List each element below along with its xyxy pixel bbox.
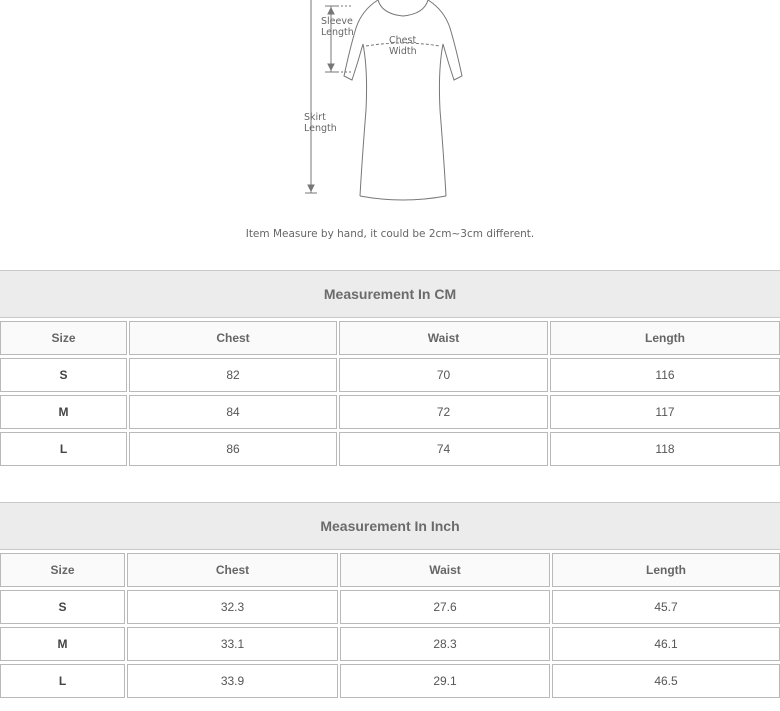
header-waist: Waist <box>340 553 550 587</box>
table-cell: 46.1 <box>552 627 780 661</box>
table-cell-size: M <box>0 627 125 661</box>
table-cell: 82 <box>129 358 337 392</box>
table-cell: 70 <box>339 358 548 392</box>
table-cell-size: S <box>0 590 125 624</box>
header-size: Size <box>0 553 125 587</box>
header-chest: Chest <box>127 553 338 587</box>
table-cell-size: S <box>0 358 127 392</box>
header-length: Length <box>552 553 780 587</box>
table-cell: 46.5 <box>552 664 780 698</box>
cm-table-title: Measurement In CM <box>0 270 780 318</box>
table-cell: 74 <box>339 432 548 466</box>
inch-table <box>0 502 780 698</box>
chest-width-label: Chest Width <box>389 35 417 57</box>
table-cell: 33.1 <box>127 627 338 661</box>
cm-table <box>0 270 780 466</box>
size-diagram <box>0 0 780 250</box>
dress-neckline <box>378 0 428 16</box>
table-cell: 27.6 <box>340 590 550 624</box>
table-cell: 28.3 <box>340 627 550 661</box>
table-cell: 32.3 <box>127 590 338 624</box>
table-cell: 84 <box>129 395 337 429</box>
table-cell: 29.1 <box>340 664 550 698</box>
table-cell: 45.7 <box>552 590 780 624</box>
header-waist: Waist <box>339 321 548 355</box>
header-chest: Chest <box>129 321 337 355</box>
header-size: Size <box>0 321 127 355</box>
skirt-length-label: Skirt Length <box>304 112 337 134</box>
table-cell: 33.9 <box>127 664 338 698</box>
dress-hem <box>360 196 446 200</box>
table-cell: 86 <box>129 432 337 466</box>
table-cell-size: M <box>0 395 127 429</box>
sleeve-length-label: Sleeve Length <box>321 16 354 38</box>
inch-table-title: Measurement In Inch <box>0 502 780 550</box>
measurement-note: Item Measure by hand, it could be 2cm~3cm different. <box>245 228 535 240</box>
table-cell-size: L <box>0 664 125 698</box>
table-cell: 116 <box>550 358 780 392</box>
table-cell: 118 <box>550 432 780 466</box>
header-length: Length <box>550 321 780 355</box>
dress-outline-right <box>428 0 462 196</box>
table-cell: 72 <box>339 395 548 429</box>
table-cell: 117 <box>550 395 780 429</box>
table-cell-size: L <box>0 432 127 466</box>
